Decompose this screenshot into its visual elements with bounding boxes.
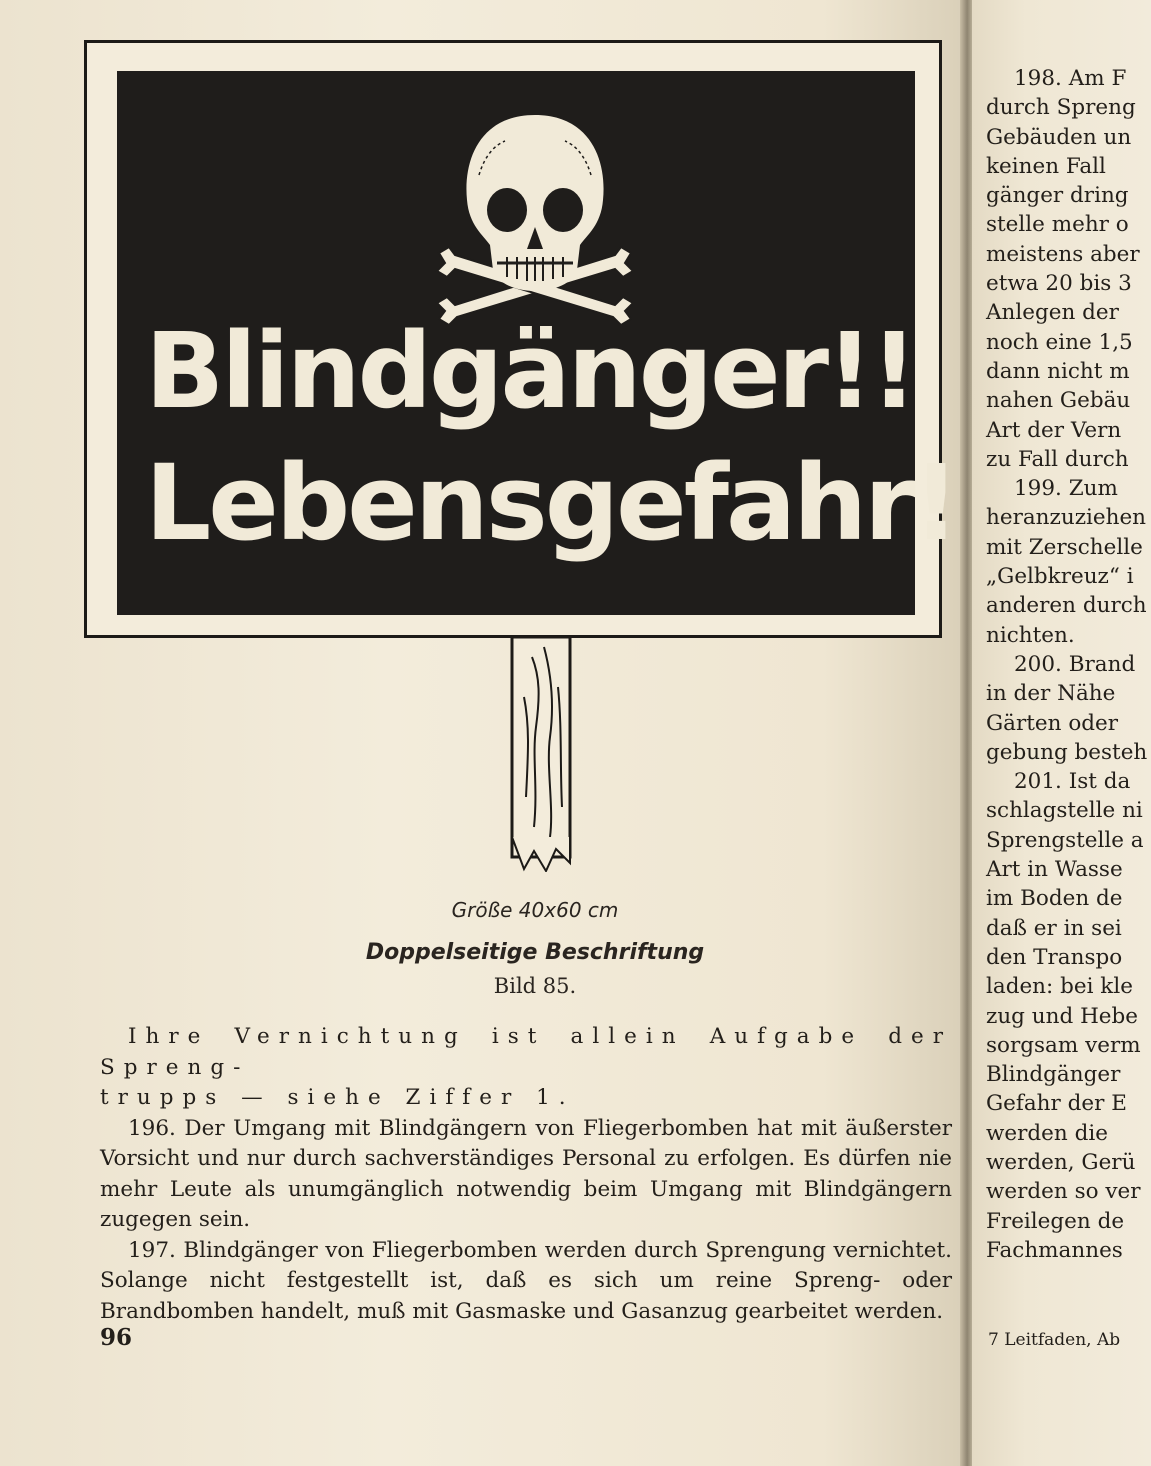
right-page-line: Art der Vern bbox=[986, 417, 1122, 443]
right-page-line: werden die bbox=[986, 1120, 1108, 1146]
skull-crossbones-icon bbox=[435, 105, 635, 325]
right-page-line: daß er in sei bbox=[986, 915, 1122, 941]
page-number: 96 bbox=[100, 1324, 133, 1351]
right-page-line: den Transpo bbox=[986, 944, 1123, 970]
right-page-line: nahen Gebäu bbox=[986, 388, 1131, 414]
right-page-line: 199. Zum bbox=[1014, 476, 1118, 502]
right-page-footer: 7 Leitfaden, Ab bbox=[988, 1330, 1121, 1350]
warning-sign-panel bbox=[117, 71, 957, 615]
right-page-line: mit Zerschelle bbox=[986, 534, 1143, 560]
right-page-line: keinen Fall bbox=[986, 153, 1106, 179]
right-page-line: Anlegen der bbox=[986, 300, 1119, 326]
right-page-line: Sprengstelle a bbox=[986, 827, 1144, 853]
book-gutter bbox=[960, 0, 972, 1466]
paragraph-intro: Ihre Vernichtung ist allein Aufgabe der Spreng- bbox=[100, 1024, 952, 1080]
right-page-line: zug und Hebe bbox=[986, 1003, 1139, 1029]
right-page-line: in der Nähe bbox=[986, 681, 1116, 707]
right-page-line: Art in Wasse bbox=[986, 857, 1123, 883]
right-page-line: Fachmannes bbox=[986, 1237, 1123, 1263]
right-page-line: 201. Ist da bbox=[1014, 769, 1131, 795]
right-page-text bbox=[986, 64, 1151, 1265]
paragraph-intro-continued: trupps — siehe Ziffer 1. bbox=[100, 1085, 575, 1110]
right-page-line: laden: bei kle bbox=[986, 974, 1133, 1000]
right-page-line: sorgsam verm bbox=[986, 1032, 1141, 1058]
right-page-line: „Gelbkreuz“ i bbox=[986, 564, 1134, 590]
right-page-line: Gefahr der E bbox=[986, 1091, 1127, 1117]
right-page-line: etwa 20 bis 3 bbox=[986, 271, 1132, 297]
body-text bbox=[100, 1022, 952, 1327]
right-page-line: 198. Am F bbox=[1014, 66, 1127, 91]
sign-text-blindgaenger: Blindgänger!! bbox=[145, 310, 915, 432]
right-page-line: stelle mehr o bbox=[986, 212, 1129, 238]
right-page-line: gänger dring bbox=[986, 183, 1129, 209]
right-page-line: nichten. bbox=[986, 622, 1075, 648]
right-page-line: 200. Brand bbox=[1014, 651, 1136, 677]
figure-label: Bild 85. bbox=[493, 974, 577, 998]
right-page-line: anderen durch bbox=[986, 593, 1147, 619]
right-page-line: werden so ver bbox=[986, 1179, 1141, 1205]
right-page-line: Gebäuden un bbox=[986, 124, 1132, 150]
right-page-line: durch Spreng bbox=[986, 95, 1136, 121]
sign-post-illustration bbox=[510, 637, 572, 872]
right-page-line: werden, Gerü bbox=[986, 1149, 1136, 1175]
right-page-line: gebung besteh bbox=[986, 739, 1148, 765]
caption-description: Doppelseitige Beschriftung bbox=[365, 940, 705, 965]
caption-size: Größe 40x60 cm bbox=[451, 898, 619, 922]
right-page-line: Gärten oder bbox=[986, 710, 1119, 736]
right-page-line: noch eine 1,5 bbox=[986, 329, 1133, 355]
paragraph-197: 197. Blindgänger von Fliegerbomben werden durch Sprengung vernichtet. Solange nicht festgestellt ist, daß es sich um reine Spreng- oder Brandbomben handelt, muß mit Gasmaske und Gasanzug gearbeitet werden. bbox=[100, 1237, 952, 1324]
paragraph-196: 196. Der Umgang mit Blindgängern von Fliegerbomben hat mit äußerster Vorsicht und nur durch sachverständiges Personal zu erfolgen. Es dürfen nie mehr Leute als unumgänglich notwendig beim Umgang mit Blindgängern zugegen sein. bbox=[100, 1115, 952, 1232]
sign-text-lebensgefahr: Lebensgefahr! bbox=[145, 442, 957, 564]
right-page-line: im Boden de bbox=[986, 886, 1123, 912]
right-page-line: heranzuziehen bbox=[986, 505, 1147, 531]
right-page-line: schlagstelle ni bbox=[986, 798, 1143, 824]
right-page-line: meistens aber bbox=[986, 241, 1140, 267]
right-page-line: zu Fall durch bbox=[986, 446, 1129, 472]
right-page-line: Freilegen de bbox=[986, 1208, 1125, 1234]
right-page-line: Blindgänger bbox=[986, 1062, 1121, 1088]
warning-sign bbox=[84, 40, 957, 638]
right-page bbox=[972, 0, 1151, 1466]
right-page-line: dann nicht m bbox=[986, 358, 1130, 384]
